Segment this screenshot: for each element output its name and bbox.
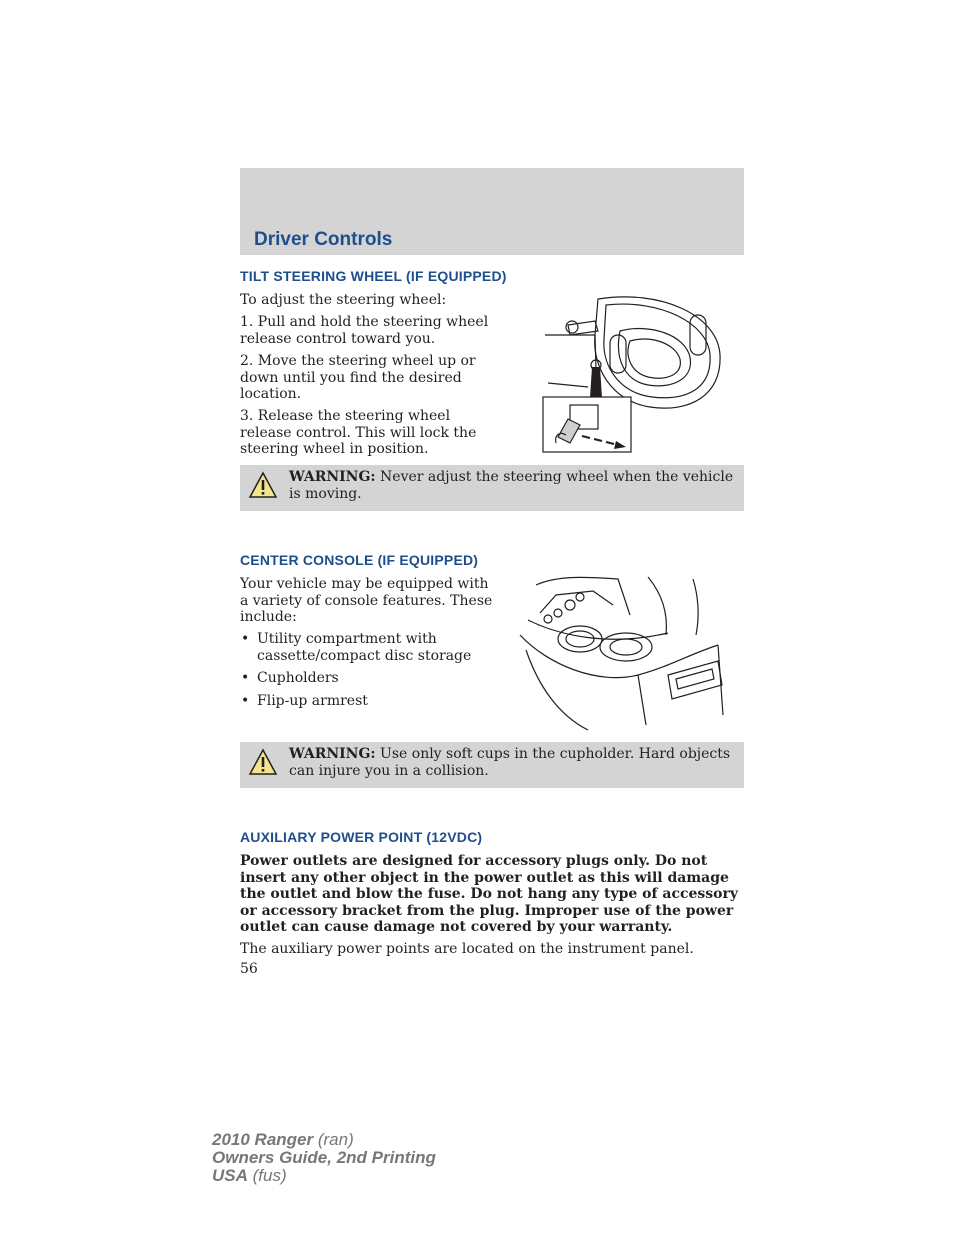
power-body: The auxiliary power points are located on the instrument panel. bbox=[240, 941, 694, 957]
tilt-step-2: 2. Move the steering wheel up or down until you find the desired location. bbox=[240, 353, 476, 402]
document-footer: 2010 Ranger (ran) Owners Guide, 2nd Printing USA (fus) bbox=[212, 1130, 436, 1185]
section-title: Driver Controls bbox=[254, 229, 393, 250]
center-console-illustration bbox=[518, 575, 728, 735]
page-number: 56 bbox=[240, 961, 258, 977]
center-console-heading: CENTER CONSOLE (IF EQUIPPED) bbox=[240, 552, 479, 568]
power-warning-paragraph: Power outlets are designed for accessory plugs only. Do not insert any other object in the power outlet as this will damage the outlet and blow the fuse. Do not hang any type of accessory or accessory bracket from the plug. Improper use of the power outlet can cause damage not covered by your warranty. bbox=[240, 853, 739, 935]
list-item: • Utility compartment with cassette/compact disc storage bbox=[241, 631, 472, 664]
tilt-warning-box bbox=[240, 465, 744, 511]
tilt-step-3: 3. Release the steering wheel release control. This will lock the steering wheel in position. bbox=[240, 408, 477, 457]
tilt-intro: To adjust the steering wheel: bbox=[240, 292, 447, 308]
warning-label: WARNING: bbox=[289, 469, 376, 485]
warning-text: Use only soft cups in the cupholder. Hard objects can injure you in a collision. bbox=[289, 746, 731, 779]
warning-triangle-icon bbox=[248, 471, 278, 499]
steering-wheel-illustration bbox=[540, 295, 730, 455]
tilt-steering-heading: TILT STEERING WHEEL (IF EQUIPPED) bbox=[240, 268, 507, 284]
warning-triangle-icon bbox=[248, 748, 278, 776]
warning-label: WARNING: bbox=[289, 746, 376, 762]
tilt-step-1: 1. Pull and hold the steering wheel release control toward you. bbox=[240, 314, 489, 347]
warning-text: Never adjust the steering wheel when the vehicle is moving. bbox=[289, 469, 734, 502]
aux-power-heading: AUXILIARY POWER POINT (12VDC) bbox=[240, 829, 483, 845]
console-warning-box bbox=[240, 742, 744, 788]
console-features-list bbox=[240, 631, 500, 715]
list-item: • Flip-up armrest bbox=[241, 692, 368, 709]
console-intro: Your vehicle may be equipped with a variety of console features. These include: bbox=[240, 576, 493, 625]
section-header-band bbox=[240, 168, 744, 255]
list-item: • Cupholders bbox=[241, 670, 339, 686]
